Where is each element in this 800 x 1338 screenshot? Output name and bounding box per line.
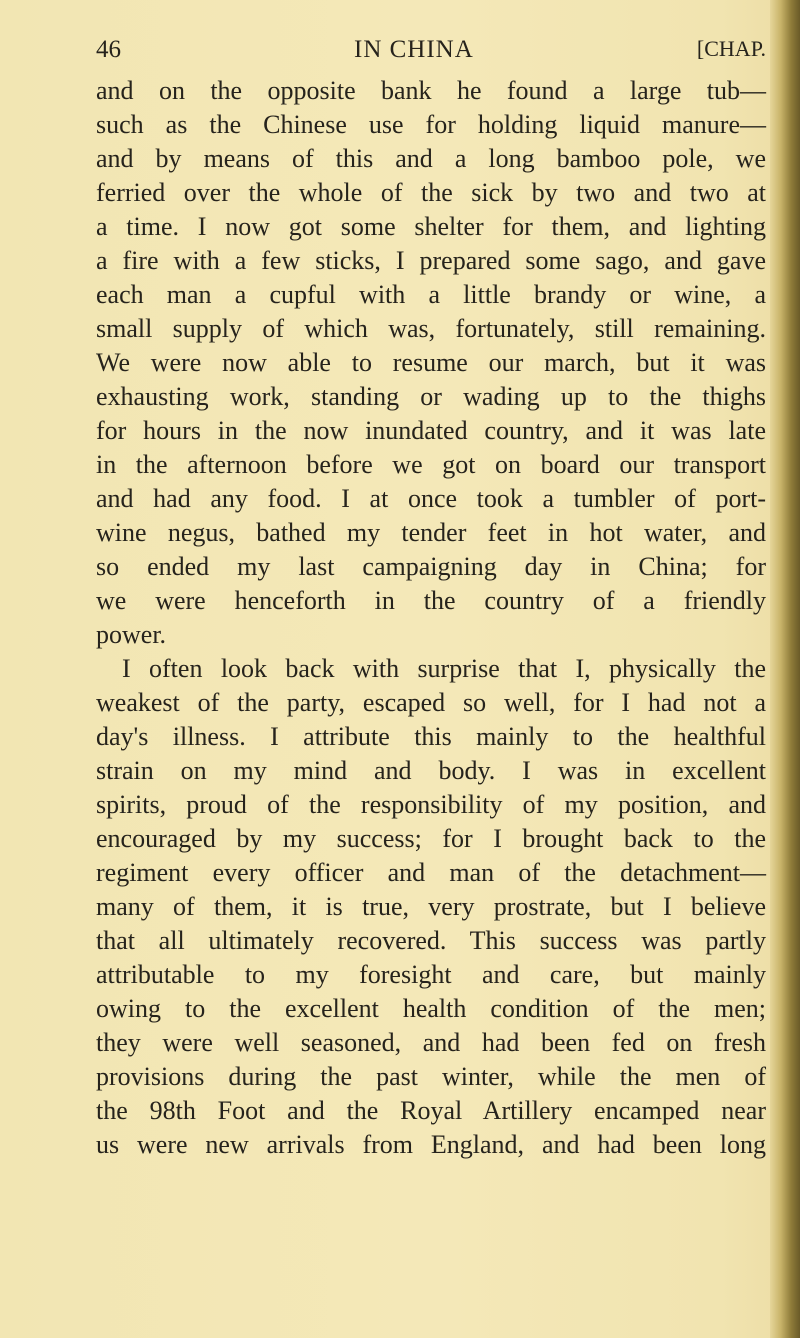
text-line: strain on my mind and body. I was in excellent xyxy=(96,756,766,785)
text-line: day's illness. I attribute this mainly to the healthful xyxy=(96,722,766,751)
text-line: wine negus, bathed my tender feet in hot water, and xyxy=(96,518,766,547)
text-line: spirits, proud of the responsibility of my position, and xyxy=(96,790,766,819)
text-line: owing to the excellent health condition of the men; xyxy=(96,994,766,1023)
chapter-marker: [CHAP. xyxy=(696,36,766,61)
running-head xyxy=(96,36,766,76)
text-line: regiment every officer and man of the detachment— xyxy=(96,858,766,887)
text-line: so ended my last campaigning day in China; for xyxy=(96,552,766,581)
text-line: the 98th Foot and the Royal Artillery encamped near xyxy=(96,1096,766,1125)
text-line: small supply of which was, fortunately, still remaining. xyxy=(96,314,766,343)
text-line: they were well seasoned, and had been fed on fresh xyxy=(96,1028,766,1057)
text-line: provisions during the past winter, while the men of xyxy=(96,1062,766,1091)
text-line: many of them, it is true, very prostrate, but I believe xyxy=(96,892,766,921)
text-line: and had any food. I at once took a tumbler of port- xyxy=(96,484,766,513)
text-line: in the afternoon before we got on board our transport xyxy=(96,450,766,479)
text-line: encouraged by my success; for I brought back to the xyxy=(96,824,766,853)
text-line: and on the opposite bank he found a large tub— xyxy=(96,76,766,105)
paragraph-first-line: I often look back with surprise that I, physically the xyxy=(122,654,766,683)
running-title: IN CHINA xyxy=(354,36,474,63)
page-number: 46 xyxy=(96,36,121,63)
text-line: We were now able to resume our march, but it was xyxy=(96,348,766,377)
text-line: and by means of this and a long bamboo pole, we xyxy=(96,144,766,173)
text-line: that all ultimately recovered. This success was partly xyxy=(96,926,766,955)
text-line: for hours in the now inundated country, and it was late xyxy=(96,416,766,445)
text-line: us were new arrivals from England, and had been long xyxy=(96,1130,766,1159)
text-line: we were henceforth in the country of a friendly xyxy=(96,586,766,615)
text-line: ferried over the whole of the sick by two and two at xyxy=(96,178,766,207)
body-text xyxy=(96,74,766,1162)
text-line: weakest of the party, escaped so well, for I had not a xyxy=(96,688,766,717)
text-line: a fire with a few sticks, I prepared some sago, and gave xyxy=(96,246,766,275)
text-line: each man a cupful with a little brandy or wine, a xyxy=(96,280,766,309)
text-line: exhausting work, standing or wading up to the thighs xyxy=(96,382,766,411)
paragraph-end-line: power. xyxy=(96,620,167,649)
text-line: attributable to my foresight and care, but mainly xyxy=(96,960,766,989)
text-line: a time. I now got some shelter for them, and lighting xyxy=(96,212,766,241)
page-binding-edge xyxy=(770,0,800,1338)
text-line: such as the Chinese use for holding liquid manure— xyxy=(96,110,766,139)
